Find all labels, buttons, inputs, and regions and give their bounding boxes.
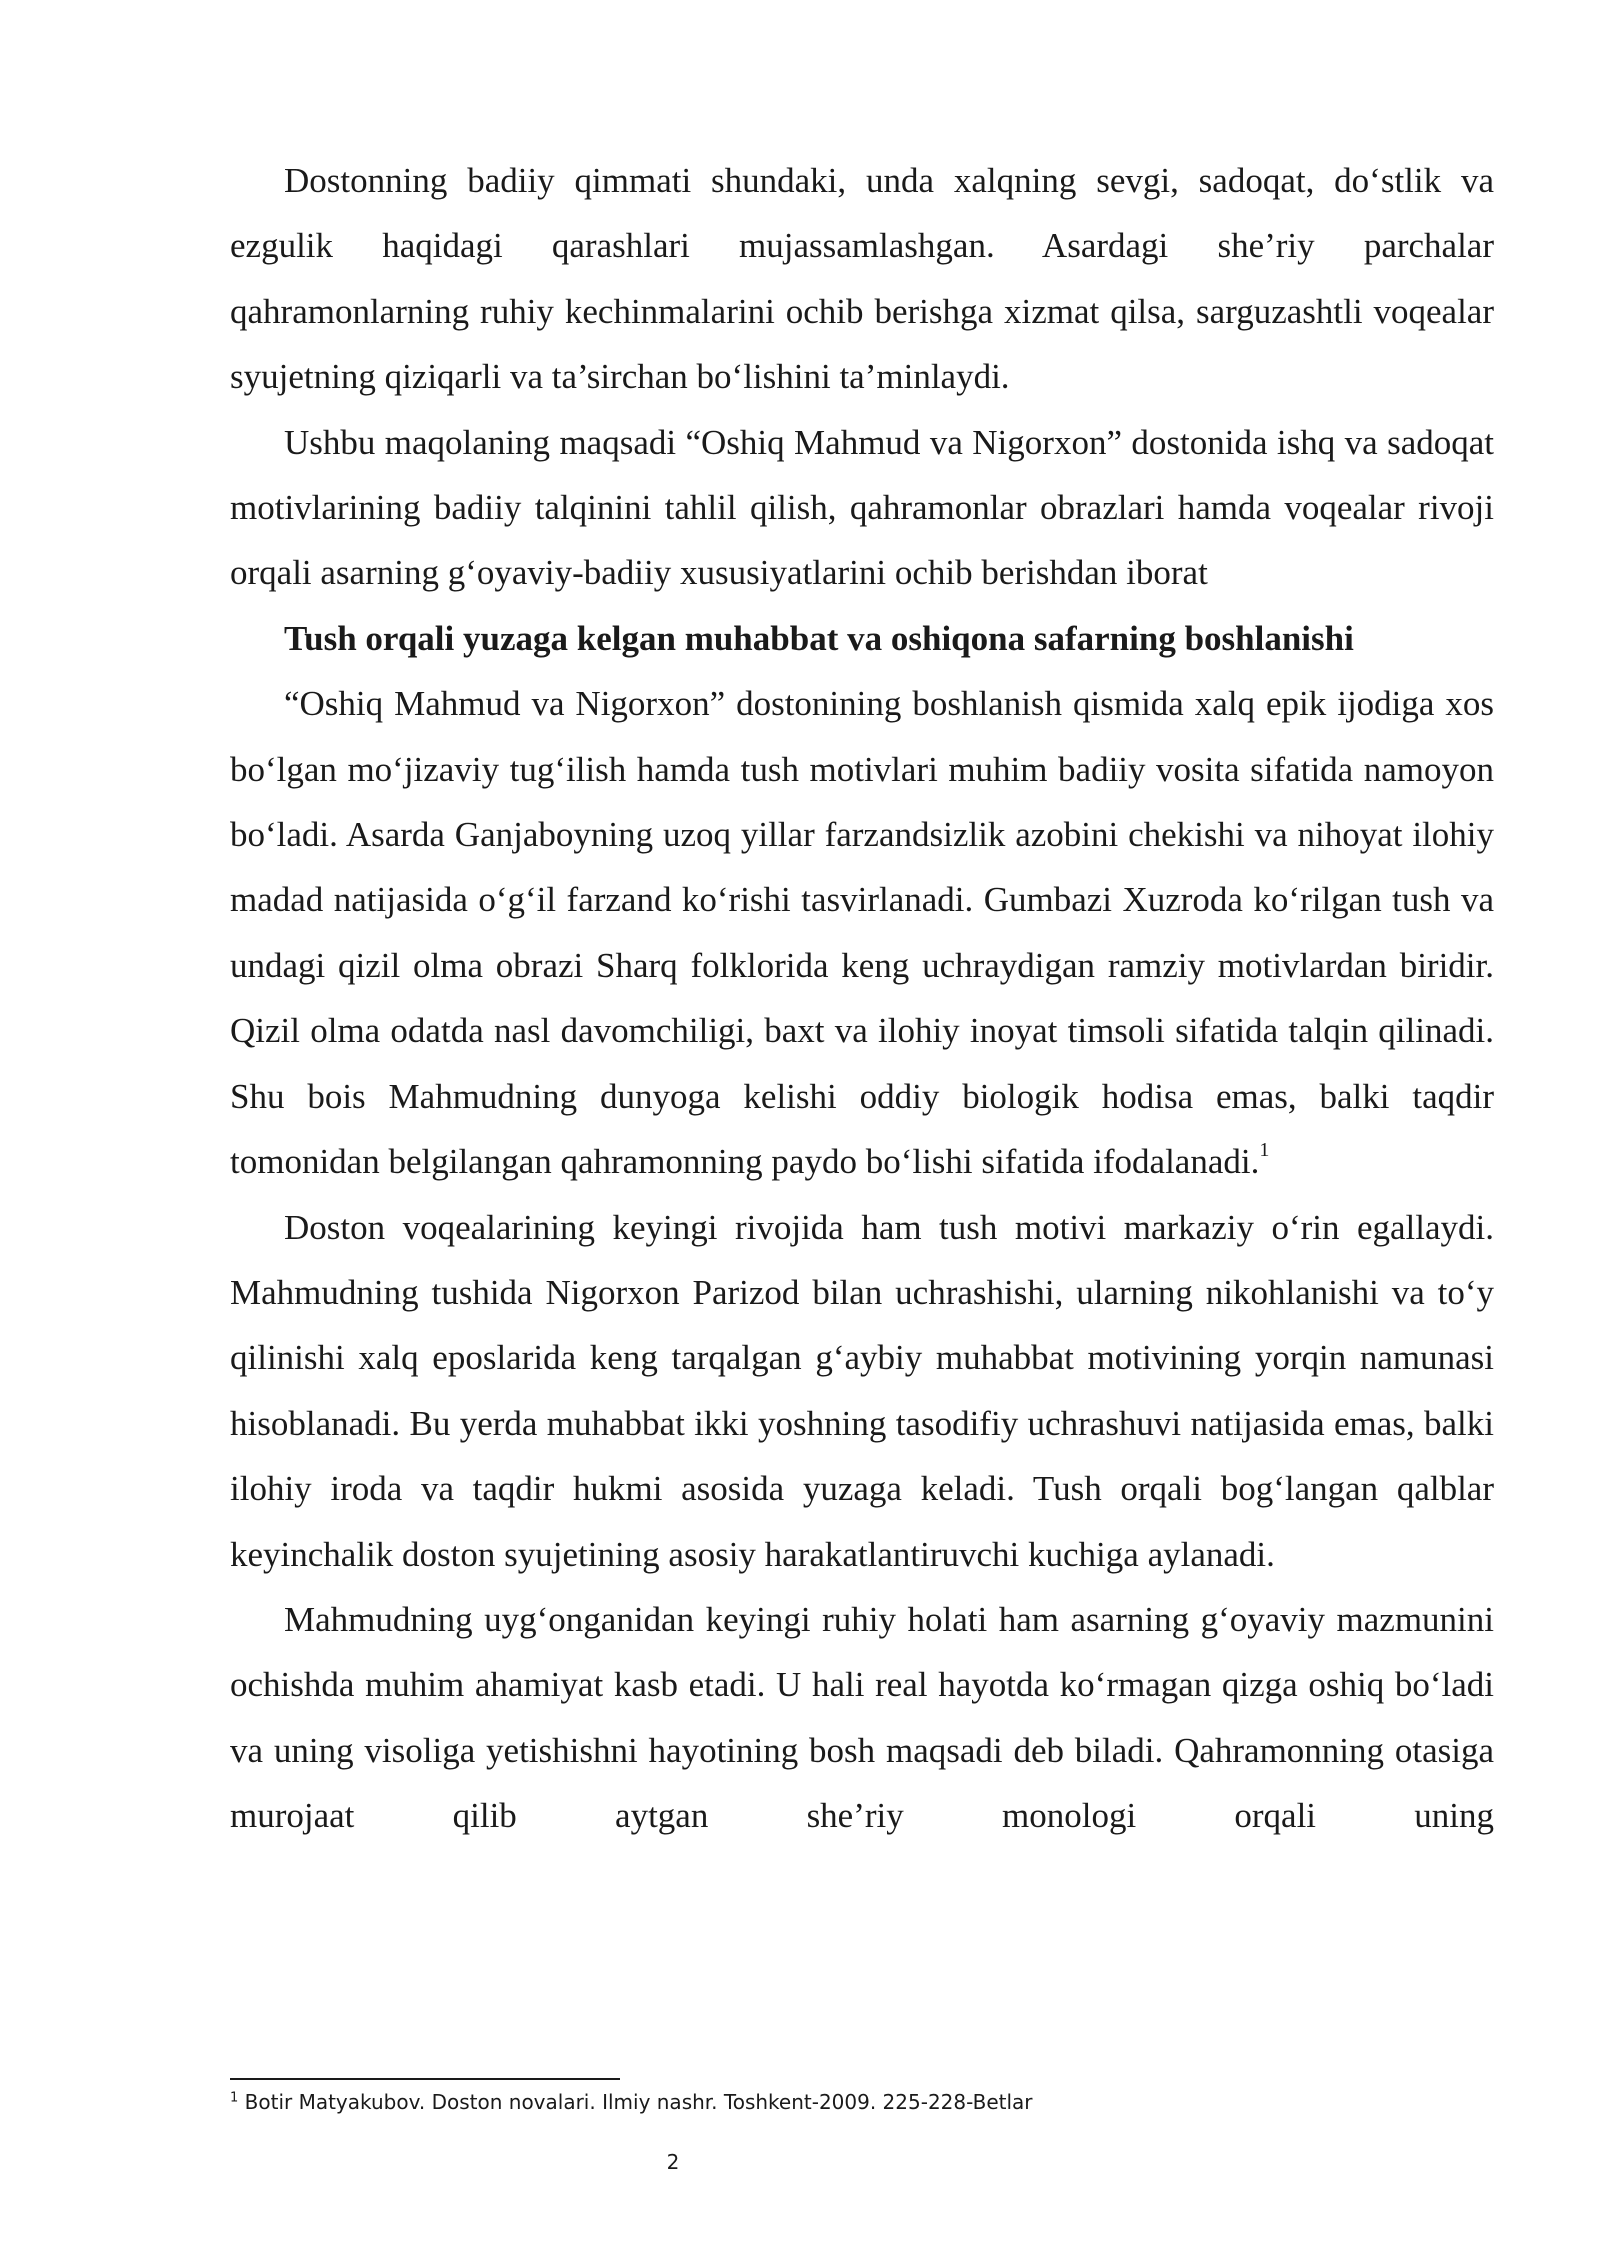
paragraph-intro: Dostonning badiiy qimmati shundaki, unda xalqning sevgi, sadoqat, do‘stlik va ezgulik haqidagi qarashlari mujassamlashgan. Asardagi she’riy parchalar qahramonlarning ruhiy kechinmalarini ochib berishga xizmat qilsa, sarguzashtli voqealar syujetning qiziqarli va ta’sirchan bo‘lishini ta’minlaydi. [230,161,1494,397]
paragraph-dream-motif: Doston voqealarining keyingi rivojida ham tush motivi markaziy o‘rin egallaydi. Mahmudning tushida Nigorxon Parizod bilan uchrashishi, ularning nikohlanishi va to‘y qilinishi xalq eposlarida keng tarqalgan g‘aybiy muhabbat motivining yorqin namunasi hisoblanadi. Bu yerda muhabbat ikki yoshning tasodifiy uchrashuvi natijasida emas, balki ilohiy iroda va taqdir hukmi asosida yuzaga keladi. Tush orqali bog‘langan qalblar keyinchalik doston syujetining asosiy harakatlantiruvchi kuchiga aylanadi. [230,1207,1494,1574]
paragraph-birth-motif [230,671,1494,1194]
footnote-text: Botir Matyakubov. Doston novalari. Ilmiy nashr. Toshkent-2009. 225-228-Betlar [244,2090,1033,2114]
paragraph-awakening: Mahmudning uyg‘onganidan keyingi ruhiy holati ham asarning g‘oyaviy mazmunini ochishda muhim ahamiyat kasb etadi. U hali real hayotda ko‘rmagan qizga oshiq bo‘ladi va uning visoliga yetishishni hayotining bosh maqsadi deb biladi. Qahramonning otasiga murojaat qilib aytgan she’riy monologi orqali uning [230,1599,1494,1836]
footnote [230,2088,1033,2116]
paragraph-purpose: Ushbu maqolaning maqsadi “Oshiq Mahmud va Nigorxon” dostonida ishq va sadoqat motivlarining badiiy talqinini tahlil qilish, qahramonlar obrazlari hamda voqealar rivoji orqali asarning g‘oyaviy-badiiy xususiyatlarini ochib berishdan iborat [230,422,1494,593]
footnote-reference[interactable]: 1 [1259,1139,1270,1162]
footnote-separator [230,2078,620,2080]
page-number: 2 [666,2150,680,2174]
paragraph-birth-motif-text: “Oshiq Mahmud va Nigorxon” dostonining boshlanish qismida xalq epik ijodiga xos bo‘lgan mo‘jizaviy tug‘ilish hamda tush motivlari muhim badiiy vosita sifatida namoyon bo‘ladi. Asarda Ganjaboyning uzoq yillar farzandsizlik azobini chekishi va nihoyat ilohiy madad natijasida o‘g‘il farzand ko‘rishi tasvirlanadi. Gumbazi Xuzroda ko‘rilgan tush va undagi qizil olma obrazi Sharq folklorida keng uchraydigan ramziy motivlardan biridir. Qizil olma odatda nasl davomchiligi, baxt va ilohiy inoyat timsoli sifatida talqin qilinadi. Shu bois Mahmudning dunyoga kelishi oddiy biologik hodisa emas, balki taqdir tomonidan belgilangan qahramonning paydo bo‘lishi sifatida ifodalanadi. [230,684,1494,1182]
section-heading: Tush orqali yuzaga kelgan muhabbat va oshiqona safarning boshlanishi [284,618,1354,658]
footnote-number: 1 [230,2090,239,2106]
document-body [230,148,1494,1849]
